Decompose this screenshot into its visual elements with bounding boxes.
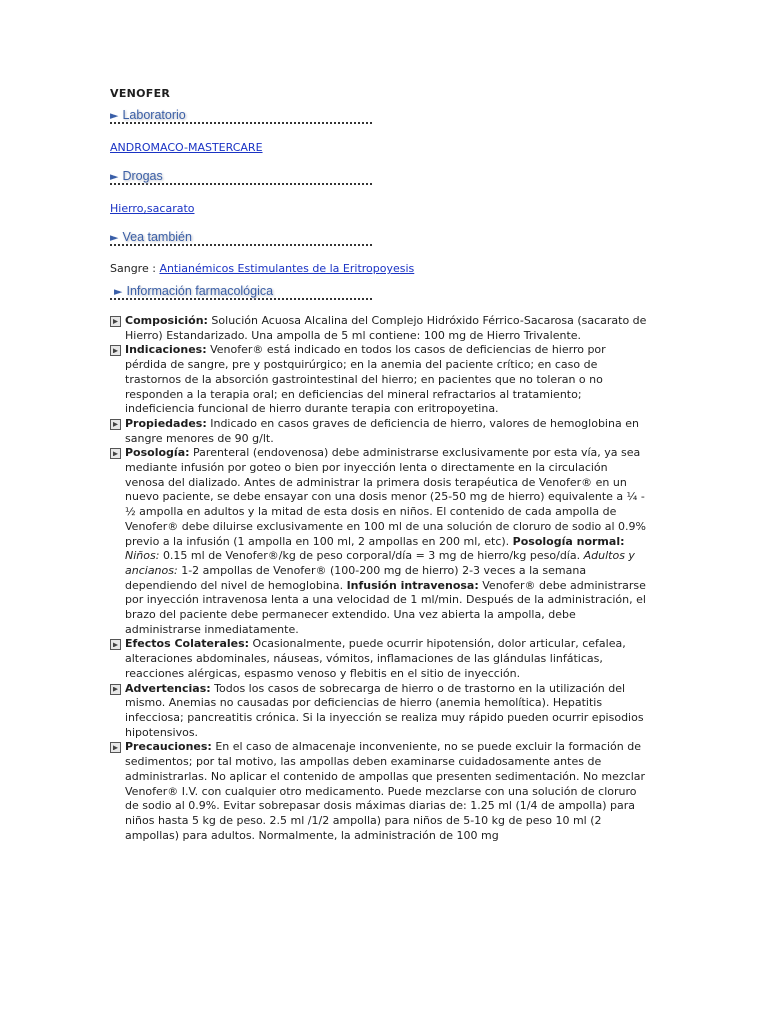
item-label: Precauciones: [125, 740, 212, 754]
arrow-right-icon: ► [114, 285, 123, 298]
item-label: Posología: [125, 446, 190, 460]
bullet-arrow-icon [110, 448, 121, 459]
item-text: 1-2 ampollas de Venofer® (100-200 mg de hierro) 2-3 veces a la semana dependiendo del nivel de hemoglobina. [125, 563, 587, 592]
bullet-arrow-icon [110, 419, 121, 430]
item-em: Adultos y ancianos: [125, 549, 635, 577]
item-label: Composición: [125, 314, 208, 327]
list-item [110, 740, 648, 843]
section-laboratorio [110, 104, 372, 124]
info-list [110, 314, 648, 843]
list-item [110, 637, 648, 681]
section-label: Laboratorio [122, 108, 186, 122]
item-text: Todos los casos de sobrecarga de hierro o de trastorno en la utilización del mismo. Anemias no causadas por deficiencias de hierro (anemia hemolítica). Hepatitis infecciosa; pancreatitis crónica. Si la inyección se realiza muy rápido pueden ocurrir episodios hipotensivos. [125, 681, 644, 739]
item-text: Solución Acuosa Alcalina del Complejo Hidróxido Férrico-Sacarosa (sacarato de Hierro) Estandarizado. Una ampolla de 5 ml contiene: 100 mg de Hierro Trivalente. [125, 314, 647, 342]
item-em: Niños: [125, 549, 160, 563]
section-label: Vea también [122, 230, 192, 244]
item-text: Venofer® está indicado en todos los casos de deficiencias de hierro por pérdida de sangre, pre y postquirúrgico; en la anemia del paciente crítico; en caso de trastornos de la absorción gastrointestinal del hierro; en pacientes que no toleran o no responden a la terapia oral; en deficiencias del mineral refractarios al tratamiento; indeficiencia funcional de hierro durante terapia con eritropoyetina. [125, 343, 606, 416]
item-label: Efectos Colaterales: [125, 637, 250, 651]
bullet-arrow-icon [110, 316, 121, 327]
bullet-arrow-icon [110, 684, 121, 695]
list-item [110, 314, 648, 343]
related-prefix: Sangre : [110, 262, 160, 275]
item-label: Propiedades: [125, 416, 207, 430]
section-vea-tambien [110, 226, 372, 246]
bullet-arrow-icon [110, 742, 121, 753]
related-line [110, 262, 414, 275]
list-item [110, 446, 648, 637]
section-label: Drogas [122, 169, 163, 183]
list-item [110, 343, 648, 417]
related-link[interactable]: Antianémicos Estimulantes de la Eritropoyesis [159, 262, 415, 275]
section-label: Información farmacológica [126, 284, 274, 298]
arrow-right-icon: ► [110, 231, 119, 244]
section-drogas [110, 165, 372, 185]
arrow-right-icon: ► [110, 170, 119, 183]
list-item [110, 417, 648, 446]
droga-link[interactable]: Hierro,sacarato [110, 202, 195, 215]
arrow-right-icon: ► [110, 109, 119, 122]
item-text: 0.15 ml de Venofer®/kg de peso corporal/día = 3 mg de hierro/kg peso/día. [162, 549, 581, 563]
item-text: Parenteral (endovenosa) debe administrarse exclusivamente por esta vía, ya sea mediante infusión por goteo o bien por inyección lenta o directamente en la circulación venosa del dializado. Antes de administrar la primera dosis terapéutica de Venofer® en un nuevo paciente, se debe ensayar con una dosis menor (25-50 mg de hierro) equivalente a ¼ - ½ ampolla en adultos y la mitad de esta dosis en niños. El contenido de cada ampolla de Venofer® debe diluirse exclusivamente en 100 ml de una solución de cloruro de sodio al 0.9% previo a la infusión (1 ampolla en 100 ml, 2 ampollas en 200 ml, etc). [125, 446, 646, 548]
drug-title: VENOFER [110, 87, 171, 100]
item-sublabel: Infusión intravenosa: [346, 578, 479, 592]
item-text: Ocasionalmente, puede ocurrir hipotensión, dolor articular, cefalea, alteraciones abdominales, náuseas, vómitos, inflamaciones de las glándulas linfáticas, reacciones alérgicas, espasmo venoso y flebitis en el sitio de inyección. [125, 637, 626, 680]
section-informacion [110, 280, 372, 300]
bullet-arrow-icon [110, 345, 121, 356]
item-text: Venofer® debe administrarse por inyección intravenosa lenta a una velocidad de 1 ml/min. Después de la administración, el brazo del paciente debe permanecer extendido. Una vez abierta la ampolla, debe administrarse inmediatamente. [125, 578, 646, 636]
item-text: Indicado en casos graves de deficiencia de hierro, valores de hemoglobina en sangre menores de 90 g/lt. [125, 416, 639, 445]
bullet-arrow-icon [110, 639, 121, 650]
item-sublabel: Posología normal: [512, 534, 625, 548]
item-label: Advertencias: [125, 681, 211, 695]
item-label: Indicaciones: [125, 343, 207, 357]
item-text: En el caso de almacenaje inconveniente, no se puede excluir la formación de sedimentos; por tal motivo, las ampollas deben examinarse cuidadosamente antes de administrarlas. No aplicar el contenido de ampollas que presenten sedimentación. No mezclar Venofer® I.V. con cualquier otro medicamento. Puede mezclarse con una solución de cloruro de sodio al 0.9%. Evitar sobrepasar dosis máximas diarias de: 1.25 ml (1/4 de ampolla) para niños hasta 5 kg de peso. 2.5 ml /1/2 ampolla) para niños de 5-10 kg de peso 10 ml (2 ampollas) para adultos. Normalmente, la administración de 100 mg [125, 740, 646, 842]
list-item [110, 682, 648, 741]
lab-link[interactable]: ANDROMACO-MASTERCARE [110, 141, 263, 154]
